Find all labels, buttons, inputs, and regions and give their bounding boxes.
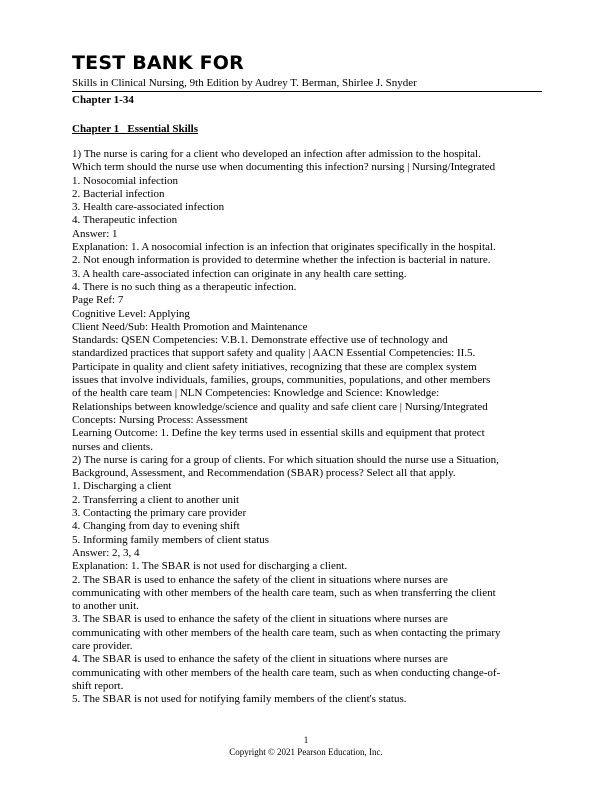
text-line: to another unit. bbox=[72, 600, 139, 613]
book-subtitle: Skills in Clinical Nursing, 9th Edition by Audrey T. Berman, Shirlee J. Snyder bbox=[72, 77, 417, 89]
chapter-heading: Chapter 1 Essential Skills bbox=[72, 123, 199, 135]
text-line: 3. The SBAR is used to enhance the safety of the client in situations where nurses are bbox=[72, 613, 448, 626]
text-line: Explanation: 1. A nosocomial infection is an infection that originates specifically in the hospital. bbox=[72, 241, 496, 254]
page-number: 1 bbox=[303, 735, 309, 745]
text-line: Concepts: Nursing Process: Assessment bbox=[72, 413, 248, 426]
text-line: 4. The SBAR is used to enhance the safety of the client in situations where nurses are bbox=[72, 653, 448, 666]
text-line: Explanation: 1. The SBAR is not used for discharging a client. bbox=[72, 560, 348, 573]
text-line: 3. Contacting the primary care provider bbox=[72, 507, 247, 520]
text-line: 1. Discharging a client bbox=[72, 480, 172, 493]
text-line: of the health care team | NLN Competencies: Knowledge and Science: Knowledge: bbox=[72, 387, 440, 400]
header-divider bbox=[72, 91, 542, 92]
text-line: shift report. bbox=[72, 679, 124, 692]
text-line: Learning Outcome: 1. Define the key terms used in essential skills and equipment that protect bbox=[72, 427, 485, 440]
text-line: 4. There is no such thing as a therapeutic infection. bbox=[72, 280, 297, 293]
text-line: 1. Nosocomial infection bbox=[72, 174, 179, 187]
text-line: nurses and clients. bbox=[72, 440, 153, 453]
text-line: Participate in quality and client safety initiatives, recognizing that these are complex system bbox=[72, 360, 477, 373]
text-line: 4. Therapeutic infection bbox=[72, 214, 178, 227]
copyright-notice: Copyright © 2021 Pearson Education, Inc. bbox=[229, 747, 383, 757]
text-line: Which term should the nurse use when documenting this infection? nursing | Nursing/Integrated bbox=[72, 161, 496, 174]
text-line: Client Need/Sub: Health Promotion and Maintenance bbox=[72, 320, 308, 333]
text-line: issues that involve individuals, families, groups, communities, populations, and other members bbox=[72, 374, 491, 387]
text-line: 2. Not enough information is provided to determine whether the infection is bacterial in nature. bbox=[72, 254, 491, 267]
text-line: communicating with other members of the health care team, such as when transferring the client bbox=[72, 586, 496, 599]
chapter-range: Chapter 1-34 bbox=[72, 94, 134, 106]
text-line: communicating with other members of the health care team, such as when conducting change-of- bbox=[72, 666, 501, 679]
text-line: 2. Bacterial infection bbox=[72, 187, 165, 200]
text-line: 3. Health care-associated infection bbox=[72, 201, 225, 214]
page-title: TEST BANK FOR bbox=[72, 52, 244, 74]
text-line: 5. The SBAR is not used for notifying family members of the client's status. bbox=[72, 693, 407, 706]
text-line: Answer: 2, 3, 4 bbox=[72, 546, 140, 559]
text-line: 5. Informing family members of client status bbox=[72, 533, 270, 546]
text-line: Relationships between knowledge/science and quality and safe client care | Nursing/Integrated bbox=[72, 400, 488, 413]
text-line: 2. Transferring a client to another unit bbox=[72, 493, 240, 506]
text-line: Background, Assessment, and Recommendation (SBAR) process? Select all that apply. bbox=[72, 467, 456, 480]
text-line: Page Ref: 7 bbox=[72, 294, 124, 307]
text-line: communicating with other members of the health care team, such as when contacting the primary bbox=[72, 626, 501, 639]
text-line: care provider. bbox=[72, 639, 133, 652]
text-line: Cognitive Level: Applying bbox=[72, 307, 190, 320]
text-line: 2) The nurse is caring for a group of clients. For which situation should the nurse use a Situation, bbox=[72, 453, 499, 466]
text-line: 4. Changing from day to evening shift bbox=[72, 520, 240, 533]
question-body bbox=[72, 148, 544, 706]
text-line: 1) The nurse is caring for a client who developed an infection after admission to the hospital. bbox=[72, 148, 481, 160]
text-line: 2. The SBAR is used to enhance the safety of the client in situations where nurses are bbox=[72, 573, 448, 586]
text-line: standardized practices that support safety and quality | AACN Essential Competencies: II.5. bbox=[72, 347, 476, 360]
text-line: Answer: 1 bbox=[72, 227, 118, 240]
text-line: 3. A health care-associated infection can originate in any health care setting. bbox=[72, 267, 407, 280]
text-line: Standards: QSEN Competencies: V.B.1. Demonstrate effective use of technology and bbox=[72, 334, 448, 347]
